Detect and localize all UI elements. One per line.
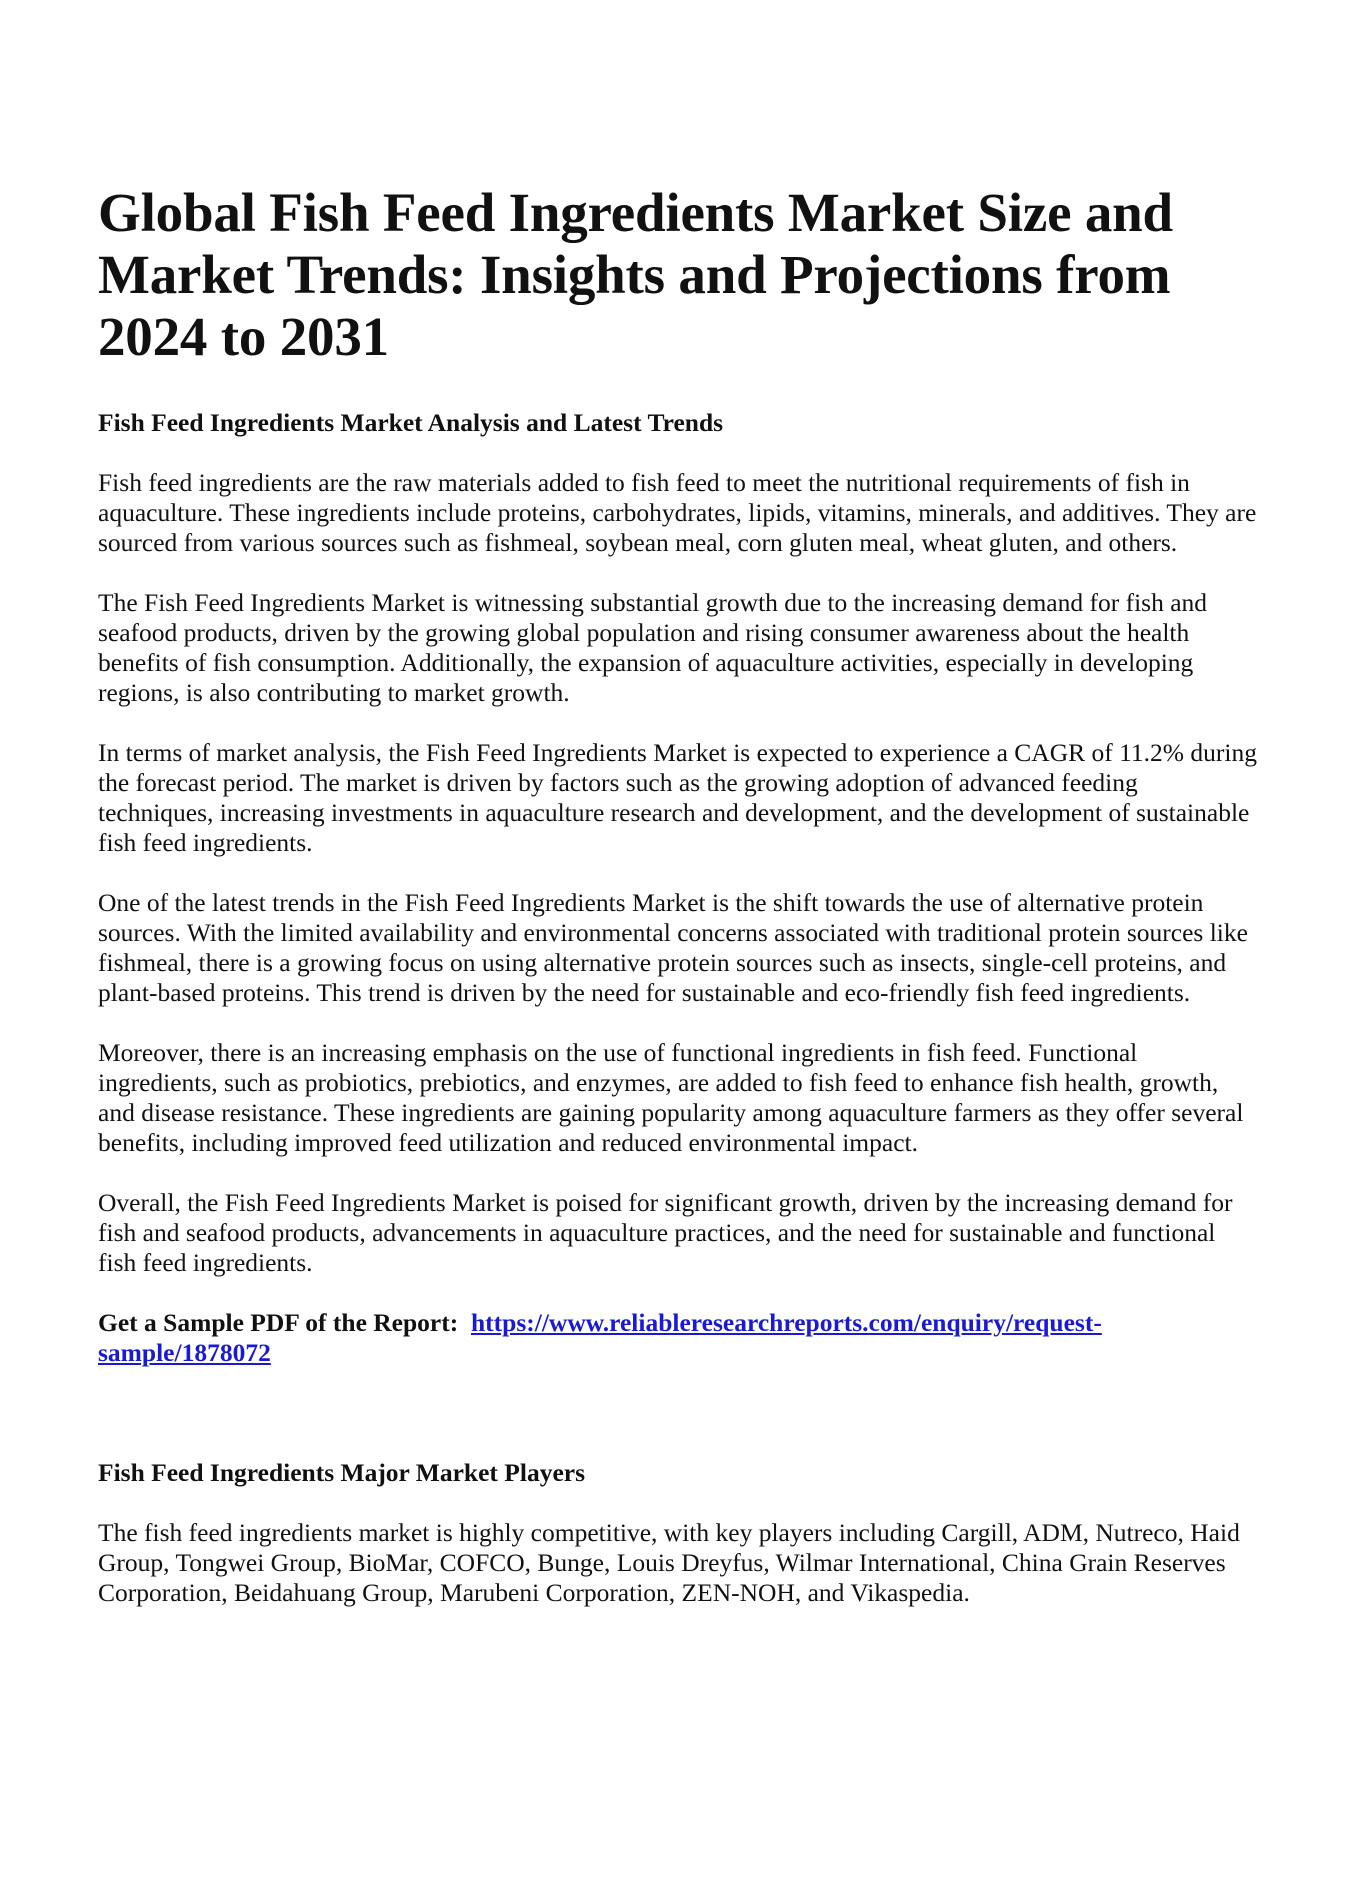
page-title: Global Fish Feed Ingredients Market Size and Market Trends: Insights and Projections from 2024 to 2031 [98,182,1173,367]
spacer [98,368,1258,408]
document-page [98,182,1258,1608]
spacer [98,558,1258,588]
sample-pdf-line [98,1308,1258,1368]
section-heading-analysis: Fish Feed Ingredients Market Analysis and Latest Trends [98,408,724,437]
spacer [98,438,1258,468]
paragraph-growth: The Fish Feed Ingredients Market is witnessing substantial growth due to the increasing demand for fish and seafood products, driven by the growing global population and rising consumer awareness about the health benefits of fish consumption. Additionally, the expansion of aquaculture activities, especially in developing regions, is also contributing to market growth. [98,588,1208,707]
sample-pdf-link[interactable]: https://www.reliableresearchreports.com/enquiry/request-sample/1878072 [98,1308,1102,1367]
paragraph-functional: Moreover, there is an increasing emphasis on the use of functional ingredients in fish feed. Functional ingredients, such as probiotics, prebiotics, and enzymes, are added to fish feed to enhance fish health, growth, and disease resistance. These ingredients are gaining popularity among aquaculture farmers as they offer several benefits, including improved feed utilization and reduced environmental impact. [98,1038,1244,1157]
spacer [98,1008,1258,1038]
paragraph-overall: Overall, the Fish Feed Ingredients Market is poised for significant growth, driven by the increasing demand for fish and seafood products, advancements in aquaculture practices, and the need for sustainable and functional fish feed ingredients. [98,1188,1233,1277]
paragraph-trends: One of the latest trends in the Fish Feed Ingredients Market is the shift towards the use of alternative protein sources. With the limited availability and environmental concerns associated with traditional protein sources like fishmeal, there is a growing focus on using alternative protein sources such as insects, single-cell proteins, and plant-based proteins. This trend is driven by the need for sustainable and eco-friendly fish feed ingredients. [98,888,1248,1007]
section-heading-players: Fish Feed Ingredients Major Market Players [98,1458,586,1487]
paragraph-analysis: In terms of market analysis, the Fish Feed Ingredients Market is expected to experience a CAGR of 11.2% during the forecast period. The market is driven by factors such as the growing adoption of advanced feeding techniques, increasing investments in aquaculture research and development, and the development of sustainable fish feed ingredients. [98,738,1257,857]
spacer [98,1278,1258,1308]
sample-pdf-label: Get a Sample PDF of the Report: [98,1308,459,1337]
spacer [98,1158,1258,1188]
spacer [98,1488,1258,1518]
spacer [98,858,1258,888]
spacer [98,708,1258,738]
spacer [98,1368,1258,1458]
paragraph-players: The fish feed ingredients market is highly competitive, with key players including Cargill, ADM, Nutreco, Haid Group, Tongwei Group, BioMar, COFCO, Bunge, Louis Dreyfus, Wilmar International, China Grain Reserves Corporation, Beidahuang Group, Marubeni Corporation, ZEN-NOH, and Vikaspedia. [98,1518,1240,1607]
paragraph-intro: Fish feed ingredients are the raw materials added to fish feed to meet the nutritional requirements of fish in aquaculture. These ingredients include proteins, carbohydrates, lipids, vitamins, minerals, and additives. They are sourced from various sources such as fishmeal, soybean meal, corn gluten meal, wheat gluten, and others. [98,468,1257,557]
